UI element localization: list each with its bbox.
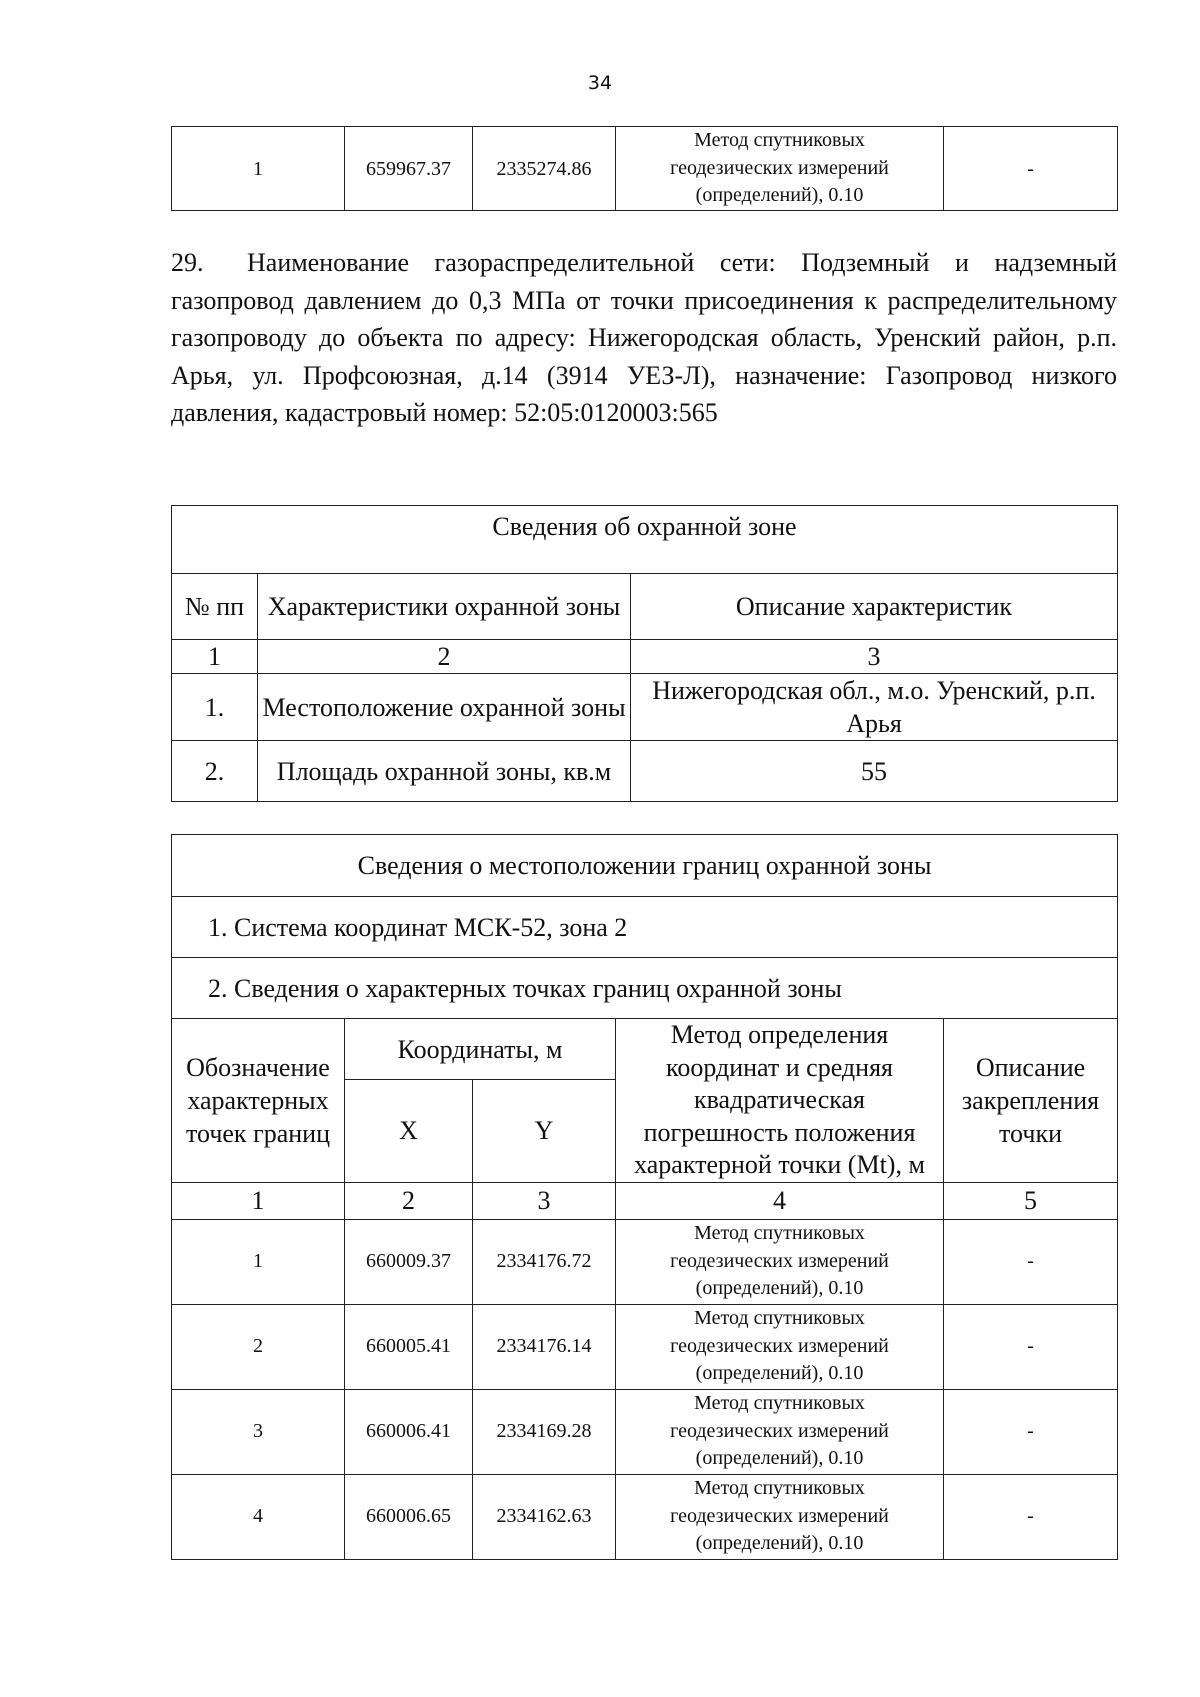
- method-line: Метод спутниковых: [694, 129, 865, 152]
- x-coordinate: 660006.41: [345, 1389, 473, 1474]
- column-index: 3: [631, 640, 1118, 674]
- table-title: Сведения об охранной зоне: [172, 506, 1118, 574]
- column-header: Характеристики охранной зоны: [258, 574, 631, 640]
- table-title-row: [172, 506, 1118, 574]
- page-number: 34: [587, 72, 613, 94]
- point-number: 1: [172, 1219, 345, 1304]
- column-index: 1: [172, 1182, 345, 1219]
- characteristic-description: 55: [631, 741, 1118, 802]
- row-number: 2.: [172, 741, 258, 802]
- column-index: 4: [616, 1182, 944, 1219]
- table-row: [172, 1389, 1118, 1474]
- table-index-row: [172, 1182, 1118, 1219]
- characteristic: Площадь охранной зоны, кв.м: [258, 741, 631, 802]
- method-line: (определений), 0.10: [695, 184, 864, 207]
- fixing-description: -: [944, 1304, 1118, 1389]
- y-coordinate: 2334169.28: [473, 1389, 616, 1474]
- coordinate-system-row: [172, 897, 1118, 958]
- x-coordinate: 660005.41: [345, 1304, 473, 1389]
- y-coordinate: 2335274.86: [473, 127, 616, 211]
- column-header: Обозначение характерных точек границ: [172, 1019, 345, 1183]
- coordinate-system: 1. Система координат МСК-52, зона 2: [172, 897, 1118, 958]
- column-index: 5: [944, 1182, 1118, 1219]
- method-line: Метод спутниковых: [694, 1477, 865, 1500]
- characteristic-description: Нижегородская обл., м.о. Уренский, р.п. Арья: [631, 674, 1118, 741]
- point-number: 4: [172, 1474, 345, 1559]
- fixing-description: -: [944, 127, 1118, 211]
- method-line: Метод спутниковых: [694, 1392, 865, 1415]
- method-line: геодезических измерений: [670, 1504, 889, 1527]
- boundary-coordinates-table: [171, 834, 1118, 1560]
- method-line: Метод спутниковых: [694, 1307, 865, 1330]
- row-number: 1.: [172, 674, 258, 741]
- fixing-description: -: [944, 1219, 1118, 1304]
- table-header-row: [172, 1019, 1118, 1080]
- method-line: геодезических измерений: [670, 1419, 889, 1442]
- table-title: Сведения о местоположении границ охранной зоны: [172, 835, 1118, 897]
- x-coordinate: 660006.65: [345, 1474, 473, 1559]
- method-line: геодезических измерений: [670, 1249, 889, 1272]
- method-cell: [616, 1389, 944, 1474]
- column-header: X: [345, 1080, 473, 1182]
- column-header: № пп: [172, 574, 258, 640]
- method-line: (определений), 0.10: [695, 1362, 864, 1385]
- coordinates-table-continuation: [171, 126, 1118, 211]
- points-title-row: [172, 958, 1118, 1019]
- protection-zone-table: [171, 505, 1118, 802]
- method-line: (определений), 0.10: [695, 1447, 864, 1470]
- section-text: Наименование газораспределительной сети: Подземный и надземный газопровод давлением до 0,3 МПа от точки присоединения к распределительному газопроводу до объекта по адресу: Нижегородская область, Уренский район, р.п. Арья, ул. Профсоюзная, д.14 (3914 УЕЗ-Л), назначение: Газопровод низкого давления, кадастровый номер: 52:05:0120003:565: [171, 248, 1117, 427]
- fixing-description: -: [944, 1474, 1118, 1559]
- table-row: [172, 1219, 1118, 1304]
- table-row: [172, 741, 1118, 802]
- y-coordinate: 2334176.14: [473, 1304, 616, 1389]
- column-header: Описание характеристик: [631, 574, 1118, 640]
- point-number: 1: [172, 127, 345, 211]
- method-line: Метод спутниковых: [694, 1222, 865, 1245]
- method-cell: [616, 1219, 944, 1304]
- column-header: Y: [473, 1080, 616, 1182]
- characteristic: Местоположение охранной зоны: [258, 674, 631, 741]
- fixing-description: -: [944, 1389, 1118, 1474]
- column-index: 1: [172, 640, 258, 674]
- method-line: (определений), 0.10: [695, 1532, 864, 1555]
- x-coordinate: 660009.37: [345, 1219, 473, 1304]
- method-cell: [616, 1474, 944, 1559]
- method-line: (определений), 0.10: [695, 1277, 864, 1300]
- method-cell: [616, 127, 944, 211]
- column-header: Координаты, м: [345, 1019, 616, 1080]
- column-header: Метод определения координат и средняя квадратическая погрешность положения характерной точки (Mt), м: [616, 1019, 944, 1183]
- section-number: 29.: [171, 248, 204, 277]
- y-coordinate: 2334176.72: [473, 1219, 616, 1304]
- section-paragraph: [171, 244, 1117, 432]
- method-line: геодезических измерений: [670, 156, 889, 179]
- point-number: 3: [172, 1389, 345, 1474]
- point-number: 2: [172, 1304, 345, 1389]
- table-row: [172, 674, 1118, 741]
- table-header-row: [172, 574, 1118, 640]
- table-title-row: [172, 835, 1118, 897]
- method-line: геодезических измерений: [670, 1334, 889, 1357]
- column-index: 2: [345, 1182, 473, 1219]
- y-coordinate: 2334162.63: [473, 1474, 616, 1559]
- points-title: 2. Сведения о характерных точках границ охранной зоны: [172, 958, 1118, 1019]
- column-header: Описание закрепления точки: [944, 1019, 1118, 1183]
- column-index: 3: [473, 1182, 616, 1219]
- method-cell: [616, 1304, 944, 1389]
- table-row: [172, 1304, 1118, 1389]
- table-index-row: [172, 640, 1118, 674]
- table-row: [172, 1474, 1118, 1559]
- x-coordinate: 659967.37: [345, 127, 473, 211]
- column-index: 2: [258, 640, 631, 674]
- table-row: [172, 127, 1118, 211]
